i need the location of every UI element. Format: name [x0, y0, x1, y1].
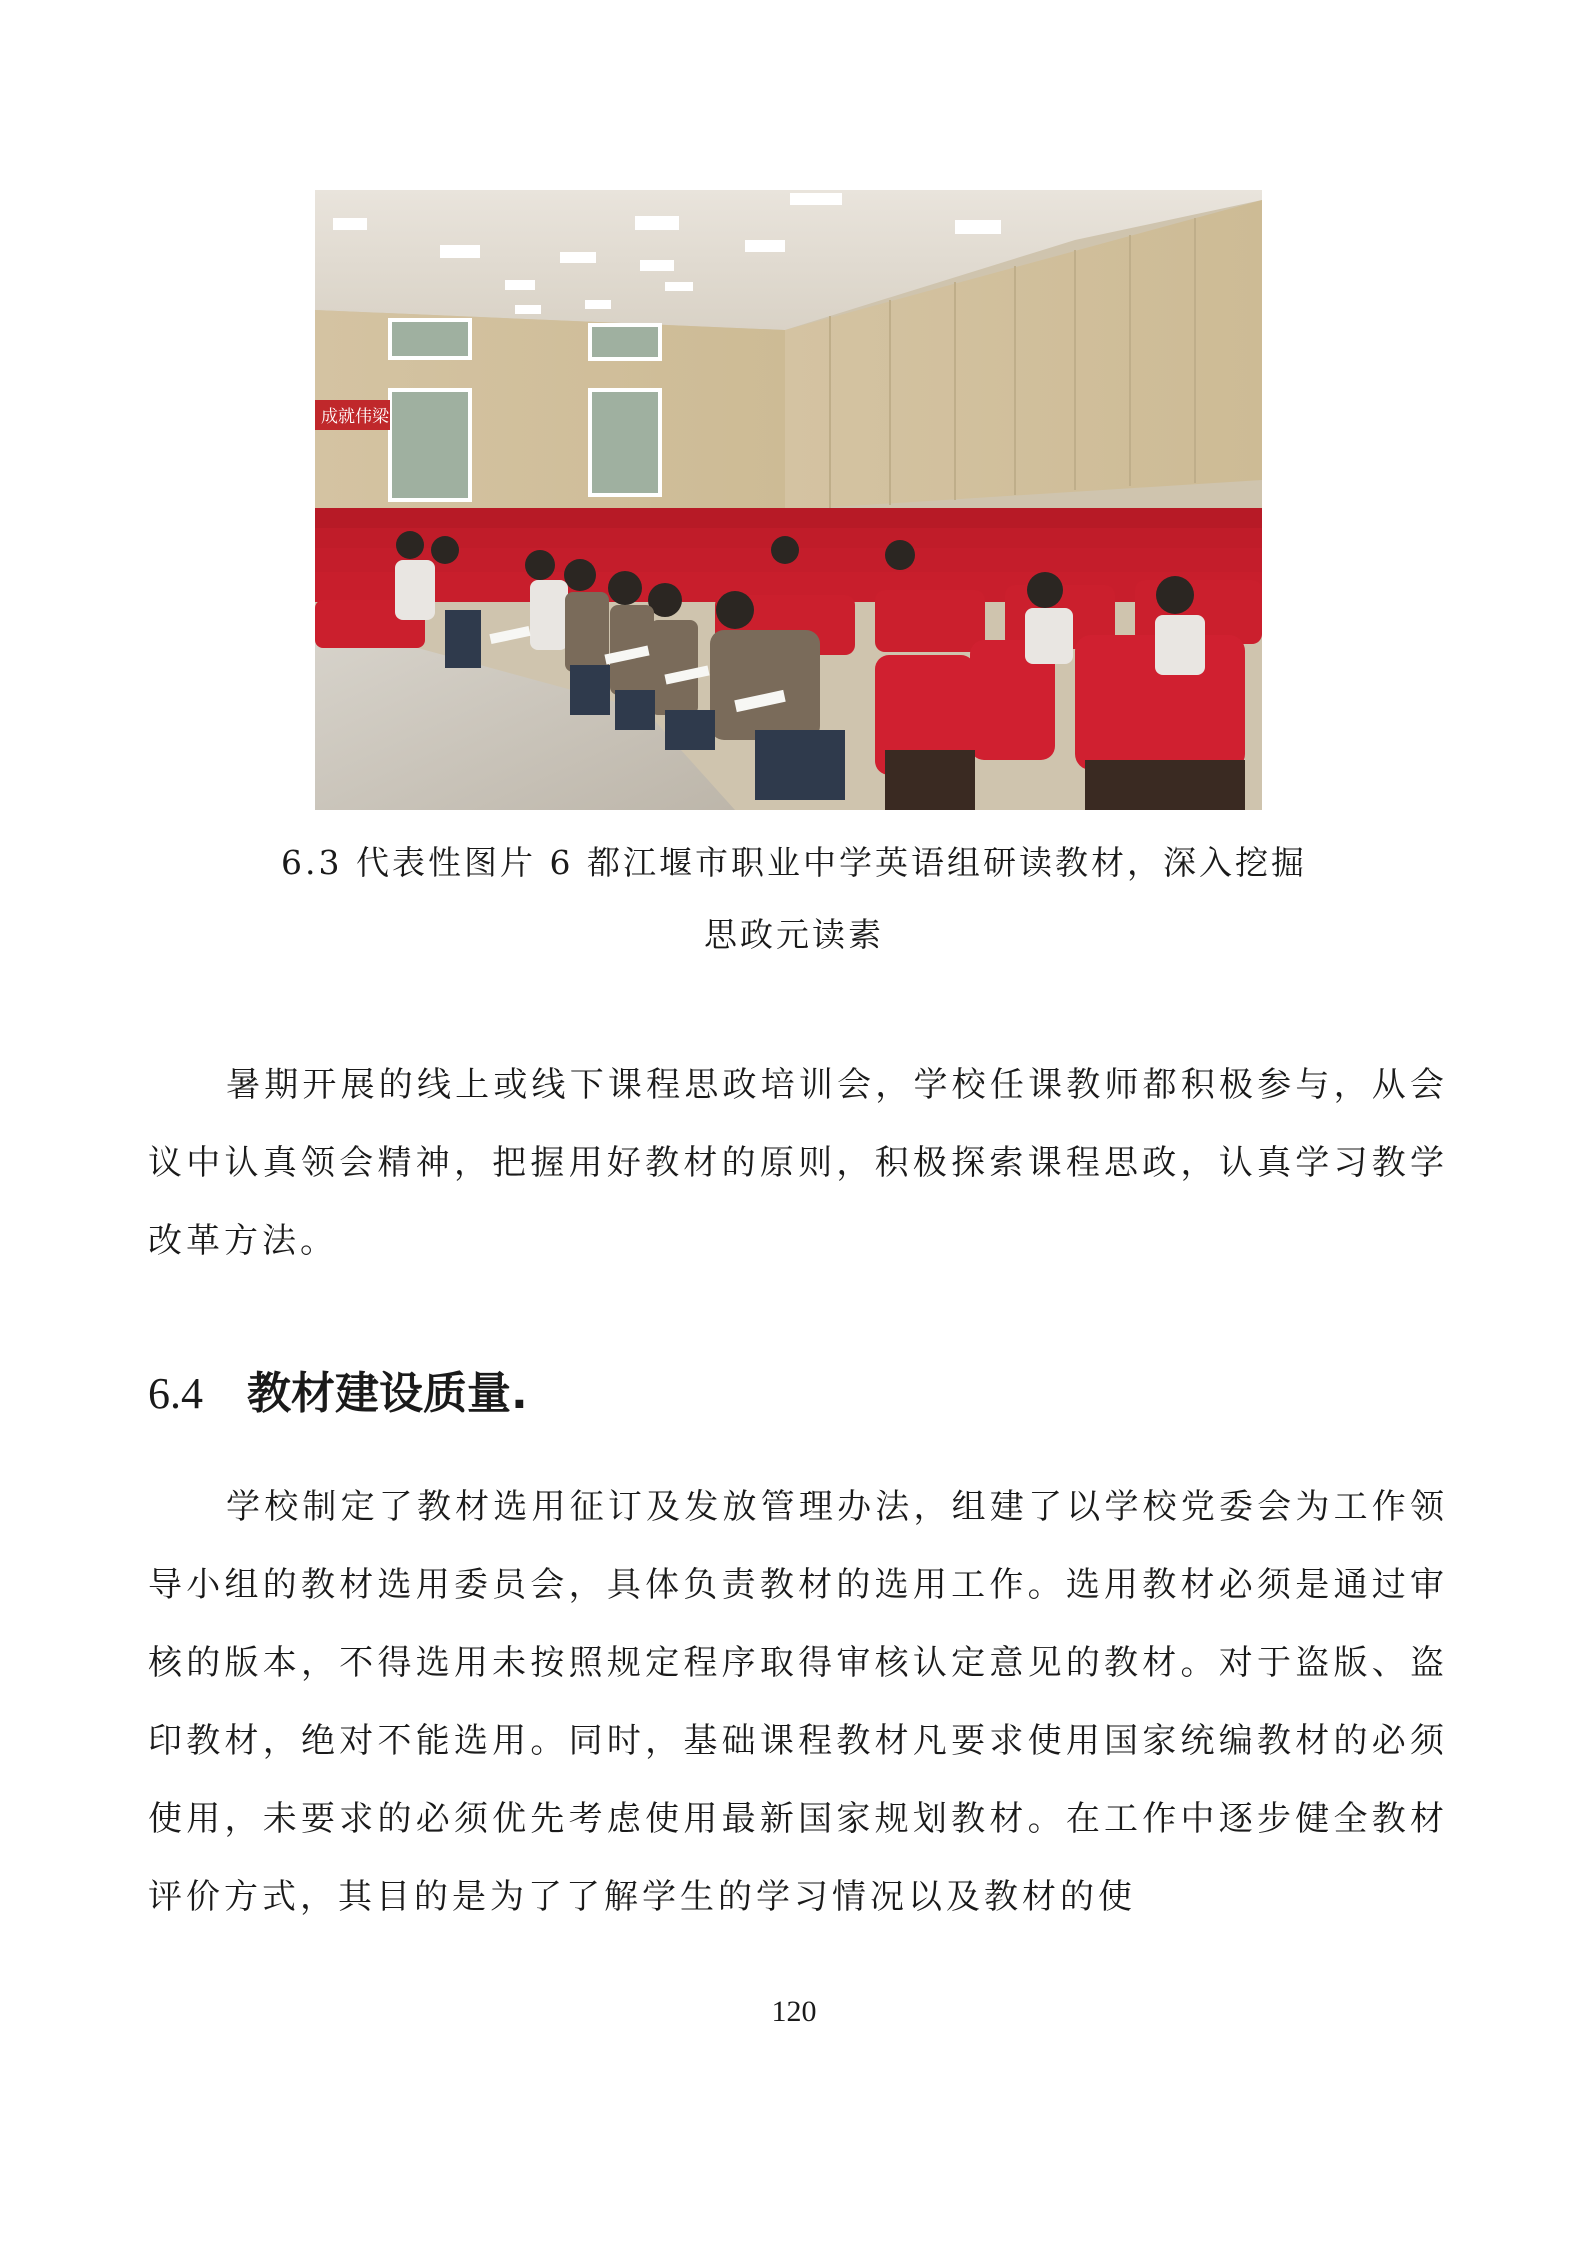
page-number: 120	[771, 1995, 817, 2028]
wall-banner-text: 成就伟梁	[321, 407, 389, 427]
lecture-hall-illustration	[315, 190, 1262, 810]
lecture-hall-photo	[315, 190, 1262, 810]
figure-caption-line-1: 6.3 代表性图片 6 都江堰市职业中学英语组研读教材，深入挖掘	[281, 843, 1307, 882]
paragraph-textbook-quality: 学校制定了教材选用征订及发放管理办法，组建了以学校党委会为工作领导小组的教材选用委员会，具体负责教材的选用工作。选用教材必须是通过审核的版本，不得选用未按照规定程序取得审核认定意见的教材。对于盗版、盗印教材，绝对不能选用。同时，基础课程教材凡要求使用国家统编教材的必须使用，未要求的必须优先考虑使用最新国家规划教材。在工作中逐步健全教材评价方式，其目的是为了了解学生的学习情况以及教材的使	[148, 1487, 1448, 1917]
figure-caption-line-2: 思政元读素	[704, 915, 884, 954]
section-heading	[148, 1368, 528, 1419]
section-title: 教材建设质量.	[247, 1368, 528, 1419]
section-number: 6.4	[148, 1369, 203, 1418]
paragraph-training: 暑期开展的线上或线下课程思政培训会，学校任课教师都积极参与，从会议中认真领会精神，把握用好教材的原则，积极探索课程思政，认真学习教学改革方法。	[148, 1065, 1448, 1261]
